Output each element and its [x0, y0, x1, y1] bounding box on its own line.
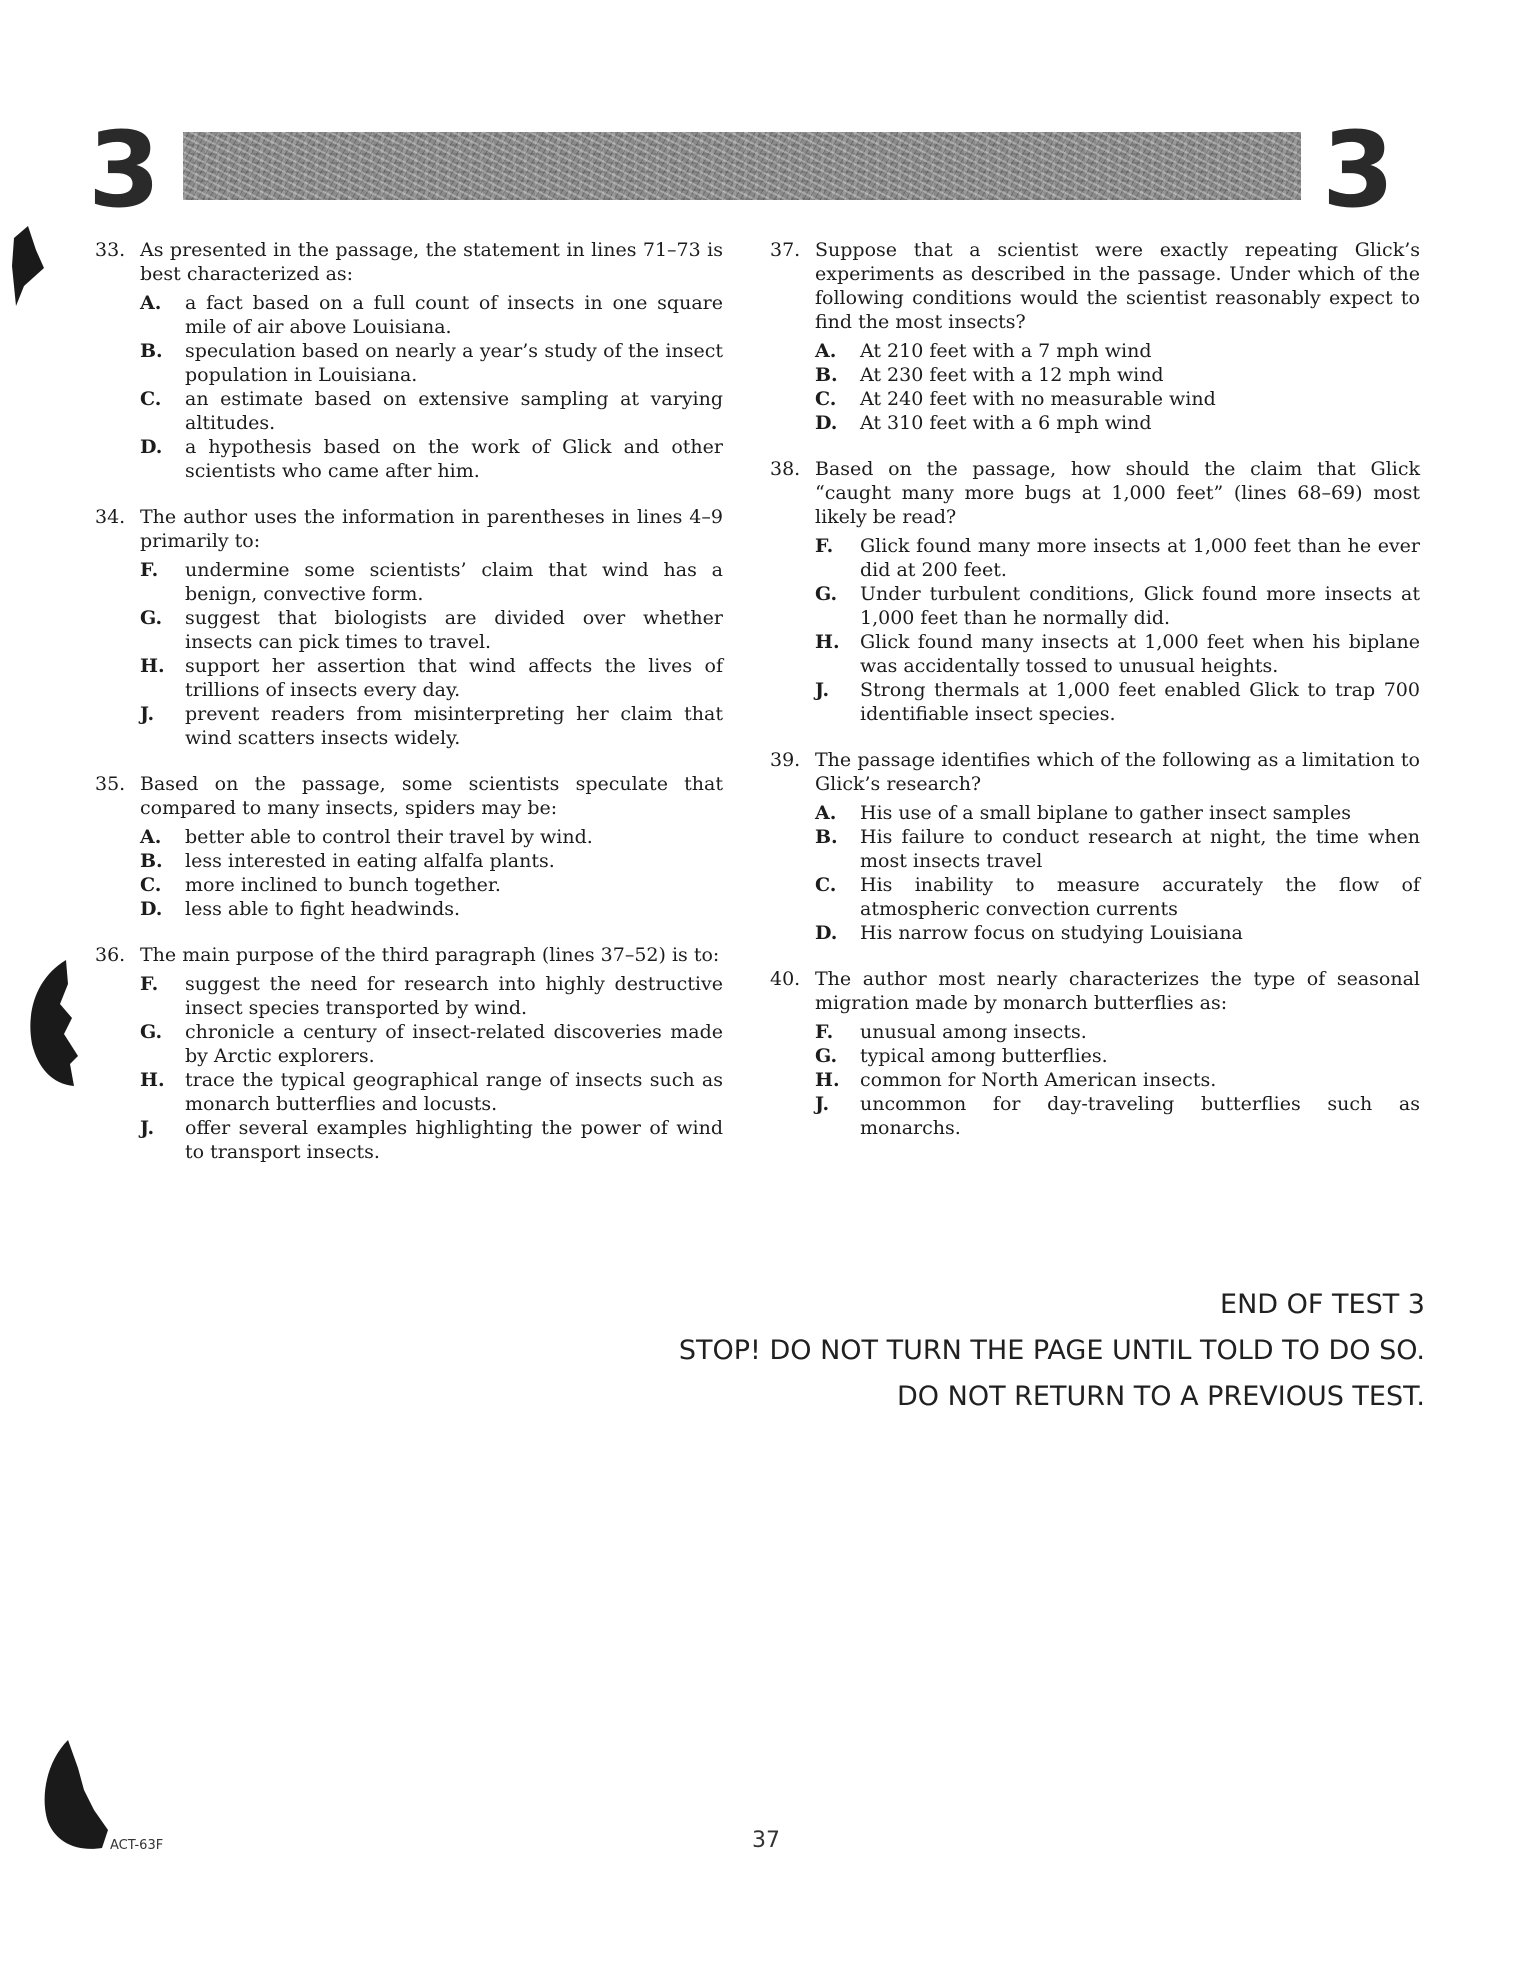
option-text: Glick found many insects at 1,000 feet when his biplane was accidentally tossed to unusual heights. — [860, 631, 1420, 677]
option-text: less interested in eating alfalfa plants. — [185, 850, 555, 872]
option-letter: A. — [815, 340, 837, 362]
answer-options — [140, 558, 723, 750]
option-text: His failure to conduct research at night, the time when most insects travel — [860, 826, 1420, 872]
question-stem: The main purpose of the third paragraph (lines 37–52) is to: — [140, 944, 720, 966]
binder-mark-top — [6, 226, 46, 308]
end-of-test-notice — [679, 1282, 1425, 1420]
option-letter: F. — [140, 559, 159, 581]
option-letter: J. — [815, 1093, 830, 1115]
option-text: speculation based on nearly a year’s study of the insect population in Louisiana. — [185, 340, 723, 386]
answer-option[interactable] — [140, 972, 723, 1020]
option-letter: B. — [140, 850, 163, 872]
question-36 — [95, 943, 723, 1164]
option-letter: H. — [815, 631, 840, 653]
form-code: ACT-63F — [110, 1838, 164, 1853]
option-text: suggest the need for research into highly destructive insect species transported by wind. — [185, 973, 723, 1019]
option-text: At 240 feet with no measurable wind — [860, 388, 1216, 410]
question-37 — [770, 238, 1420, 435]
question-39 — [770, 748, 1420, 945]
option-letter: J. — [140, 1117, 155, 1139]
answer-option[interactable] — [815, 582, 1420, 630]
option-letter: A. — [140, 292, 162, 314]
answer-options — [815, 801, 1420, 945]
option-letter: B. — [815, 826, 838, 848]
answer-option[interactable] — [815, 339, 1420, 363]
option-letter: A. — [815, 802, 837, 824]
answer-option[interactable] — [140, 606, 723, 654]
option-text: offer several examples highlighting the power of wind to transport insects. — [185, 1117, 723, 1163]
binder-mark-bottom — [38, 1740, 108, 1852]
question-number: 36. — [95, 944, 126, 966]
section-number-left: 3 — [88, 109, 161, 231]
option-text: typical among butterflies. — [860, 1045, 1108, 1067]
option-letter: H. — [140, 655, 165, 677]
option-text: Strong thermals at 1,000 feet enabled Glick to trap 700 identifiable insect species. — [860, 679, 1420, 725]
answer-option[interactable] — [140, 849, 723, 873]
right-column — [770, 238, 1420, 1162]
option-text: His narrow focus on studying Louisiana — [860, 922, 1243, 944]
option-text: Glick found many more insects at 1,000 feet than he ever did at 200 feet. — [860, 535, 1420, 581]
left-column — [95, 238, 723, 1186]
question-stem: The author uses the information in parentheses in lines 4–9 primarily to: — [140, 506, 723, 552]
option-text: At 210 feet with a 7 mph wind — [860, 340, 1152, 362]
option-text: a fact based on a full count of insects in one square mile of air above Louisiana. — [185, 292, 723, 338]
option-letter: D. — [815, 922, 838, 944]
no-return-instruction: DO NOT RETURN TO A PREVIOUS TEST. — [897, 1381, 1425, 1412]
question-40 — [770, 967, 1420, 1140]
option-letter: H. — [140, 1069, 165, 1091]
option-letter: D. — [815, 412, 838, 434]
answer-option[interactable] — [815, 1044, 1420, 1068]
answer-option[interactable] — [140, 897, 723, 921]
answer-option[interactable] — [140, 654, 723, 702]
option-letter: F. — [140, 973, 159, 995]
end-of-test-heading: END OF TEST 3 — [1220, 1289, 1425, 1320]
question-38 — [770, 457, 1420, 726]
answer-option[interactable] — [140, 339, 723, 387]
option-text: uncommon for day-traveling butterflies such as monarchs. — [860, 1093, 1420, 1139]
option-text: At 310 feet with a 6 mph wind — [860, 412, 1152, 434]
page-number: 37 — [752, 1828, 780, 1853]
answer-option[interactable] — [140, 873, 723, 897]
answer-option[interactable] — [140, 1068, 723, 1116]
question-number: 38. — [770, 458, 801, 480]
answer-option[interactable] — [815, 534, 1420, 582]
option-letter: C. — [140, 388, 162, 410]
binder-mark-middle — [22, 960, 78, 1088]
question-stem: Suppose that a scientist were exactly repeating Glick’s experiments as described in the passage. Under which of the following conditions would the scientist reasonably expect to find the most insects? — [815, 239, 1420, 333]
option-letter: B. — [140, 340, 163, 362]
option-text: suggest that biologists are divided over whether insects can pick times to travel. — [185, 607, 723, 653]
answer-option[interactable] — [815, 825, 1420, 873]
option-text: undermine some scientists’ claim that wind has a benign, convective form. — [185, 559, 723, 605]
answer-option[interactable] — [815, 363, 1420, 387]
option-letter: C. — [815, 388, 837, 410]
answer-option[interactable] — [140, 291, 723, 339]
answer-option[interactable] — [140, 558, 723, 606]
answer-option[interactable] — [140, 1020, 723, 1068]
answer-option[interactable] — [815, 387, 1420, 411]
answer-option[interactable] — [815, 678, 1420, 726]
option-letter: G. — [140, 1021, 163, 1043]
option-text: less able to fight headwinds. — [185, 898, 461, 920]
answer-option[interactable] — [140, 825, 723, 849]
option-letter: F. — [815, 1021, 834, 1043]
answer-options — [140, 291, 723, 483]
option-text: At 230 feet with a 12 mph wind — [860, 364, 1164, 386]
question-stem: The author most nearly characterizes the type of seasonal migration made by monarch butterflies as: — [815, 968, 1420, 1014]
option-text: chronicle a century of insect-related discoveries made by Arctic explorers. — [185, 1021, 723, 1067]
option-text: support her assertion that wind affects the lives of trillions of insects every day. — [185, 655, 723, 701]
answer-option[interactable] — [815, 921, 1420, 945]
answer-option[interactable] — [815, 1068, 1420, 1092]
answer-option[interactable] — [815, 1092, 1420, 1140]
option-text: better able to control their travel by wind. — [185, 826, 593, 848]
answer-option[interactable] — [815, 411, 1420, 435]
option-text: trace the typical geographical range of insects such as monarch butterflies and locusts. — [185, 1069, 723, 1115]
question-number: 39. — [770, 749, 801, 771]
answer-option[interactable] — [815, 630, 1420, 678]
question-number: 34. — [95, 506, 126, 528]
section-number-right: 3 — [1322, 109, 1395, 231]
answer-option[interactable] — [140, 1116, 723, 1164]
answer-option[interactable] — [140, 702, 723, 750]
option-letter: J. — [815, 679, 830, 701]
option-letter: J. — [140, 703, 155, 725]
answer-option[interactable] — [815, 873, 1420, 921]
question-number: 37. — [770, 239, 801, 261]
option-letter: G. — [140, 607, 163, 629]
question-33 — [95, 238, 723, 483]
option-letter: A. — [140, 826, 162, 848]
answer-options — [140, 825, 723, 921]
option-letter: G. — [815, 1045, 838, 1067]
answer-options — [815, 339, 1420, 435]
answer-options — [140, 972, 723, 1164]
stop-instruction: STOP! DO NOT TURN THE PAGE UNTIL TOLD TO DO SO. — [678, 1335, 1425, 1366]
option-text: His use of a small biplane to gather insect samples — [860, 802, 1351, 824]
option-letter: C. — [815, 874, 837, 896]
question-stem: Based on the passage, some scientists speculate that compared to many insects, spiders may be: — [140, 773, 723, 819]
option-letter: G. — [815, 583, 838, 605]
question-number: 40. — [770, 968, 801, 990]
question-number: 33. — [95, 239, 126, 261]
question-number: 35. — [95, 773, 126, 795]
option-text: common for North American insects. — [860, 1069, 1217, 1091]
option-letter: D. — [140, 436, 163, 458]
option-text: Under turbulent conditions, Glick found more insects at 1,000 feet than he normally did. — [860, 583, 1420, 629]
option-letter: D. — [140, 898, 163, 920]
question-35 — [95, 772, 723, 921]
answer-option[interactable] — [815, 801, 1420, 825]
option-text: more inclined to bunch together. — [185, 874, 501, 896]
option-letter: B. — [815, 364, 838, 386]
answer-option[interactable] — [140, 387, 723, 435]
option-text: a hypothesis based on the work of Glick and other scientists who came after him. — [185, 436, 723, 482]
question-stem: Based on the passage, how should the claim that Glick “caught many more bugs at 1,000 feet” (lines 68–69) most likely be read? — [815, 458, 1420, 528]
option-text: an estimate based on extensive sampling at varying altitudes. — [185, 388, 723, 434]
option-text: unusual among insects. — [860, 1021, 1087, 1043]
option-letter: H. — [815, 1069, 840, 1091]
question-34 — [95, 505, 723, 750]
option-text: prevent readers from misinterpreting her claim that wind scatters insects widely. — [185, 703, 723, 749]
answer-option[interactable] — [815, 1020, 1420, 1044]
section-banner — [183, 132, 1301, 200]
question-stem: As presented in the passage, the statement in lines 71–73 is best characterized as: — [140, 239, 723, 285]
answer-options — [815, 534, 1420, 726]
option-letter: F. — [815, 535, 834, 557]
option-text: His inability to measure accurately the flow of atmospheric convection currents — [860, 874, 1420, 920]
question-stem: The passage identifies which of the following as a limitation to Glick’s research? — [815, 749, 1420, 795]
answer-options — [815, 1020, 1420, 1140]
answer-option[interactable] — [140, 435, 723, 483]
option-letter: C. — [140, 874, 162, 896]
